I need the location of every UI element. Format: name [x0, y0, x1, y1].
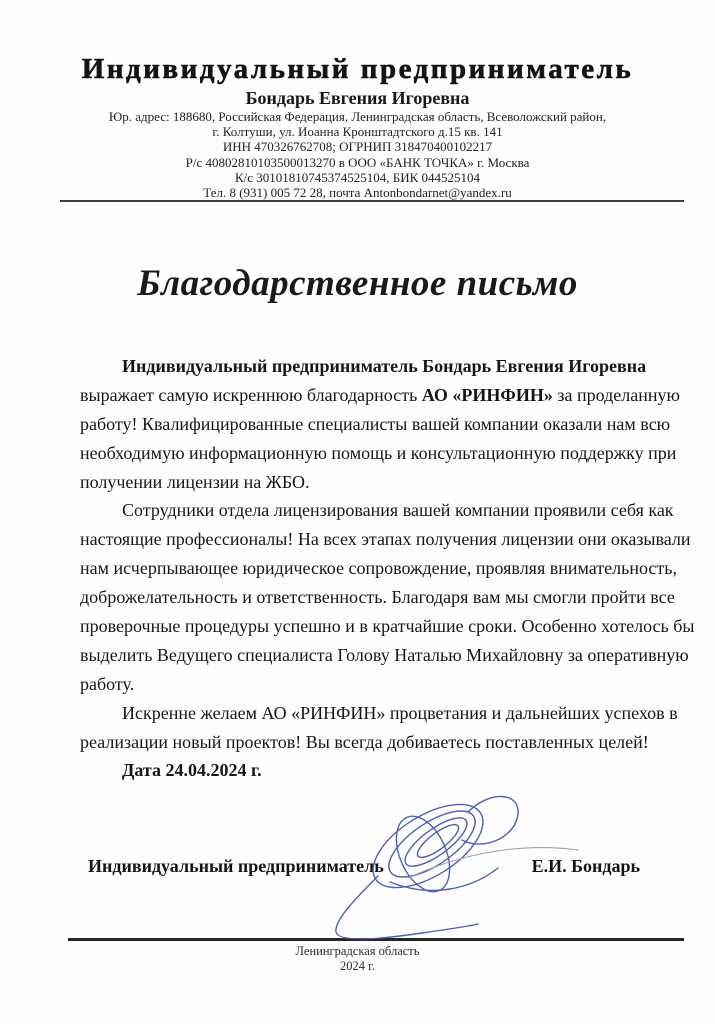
letterhead-corr-account: К/с 30101810745374525104, БИК 044525104 — [234, 169, 481, 185]
letterhead-org-type: Индивидуальный предприниматель — [81, 53, 634, 85]
footer-region: Ленинградская область — [295, 944, 420, 958]
body-line — [80, 612, 695, 641]
body-line — [80, 525, 691, 554]
letterhead-address-line2: г. Колтуши, ул. Иоанна Кронштадтского д.15 кв. 141 — [212, 124, 503, 140]
body-line — [80, 496, 674, 525]
body-line — [80, 554, 677, 583]
letterhead-person-name: Бондарь Евгения Игоревна — [245, 88, 470, 108]
signature-right-name: Е.И. Бондарь — [531, 856, 640, 876]
body-line — [80, 410, 671, 439]
body-line — [80, 670, 655, 699]
body-text: необходимую информационную помощь и консультационную поддержку при — [80, 442, 677, 463]
body-text-bold: Индивидуальный предприниматель Бондарь Евгения Игоревна — [122, 356, 647, 376]
body-line — [80, 352, 655, 381]
body-line — [80, 439, 677, 468]
body-text: Искренне желаем АО «РИНФИН» процветания и дальнейших успехов в — [122, 702, 678, 723]
body-text: работу. — [80, 673, 135, 694]
body-line — [80, 728, 655, 757]
handwritten-signature-icon — [320, 780, 590, 952]
letterhead-inn-ogrnip: ИНН 470326762708; ОГРНИП 318470400102217 — [222, 139, 493, 155]
body-text: выражает самую искреннюю благодарность — [80, 384, 422, 405]
body-line — [80, 468, 655, 497]
body-line — [80, 583, 675, 612]
letterhead-contact: Тел. 8 (931) 005 72 28, почта Antonbondarnet@yandex.ru — [203, 185, 512, 201]
body-line — [80, 699, 678, 728]
body-text: работу! Квалифицированные специалисты вашей компании оказали нам всю — [80, 413, 671, 434]
letter-title: Благодарственное письмо — [137, 263, 578, 304]
body-text: получении лицензии на ЖБО. — [80, 471, 310, 492]
body-text-bold: АО «РИНФИН» — [421, 384, 553, 405]
signature-left-label: Индивидуальный предприниматель — [88, 856, 384, 876]
body-text: Сотрудники отдела лицензирования вашей компании проявили себя как — [122, 500, 674, 521]
letterhead — [0, 52, 715, 200]
body-text: реализации новый проектов! Вы всегда добиваетесь поставленных целей! — [80, 731, 649, 752]
body-line — [80, 381, 680, 410]
letterhead-settlement-account: Р/с 40802810103500013270 в ООО «БАНК ТОЧКА» г. Москва — [185, 154, 530, 170]
body-text: доброжелательность и ответственность. Благодаря вам мы смогли пройти все — [80, 587, 675, 608]
body-text-bold: Дата 24.04.2024 г. — [122, 760, 262, 781]
body-text: настоящие профессионалы! На всех этапах получения лицензии они оказывали — [80, 529, 691, 550]
letter-body — [80, 352, 695, 785]
body-text: за проделанную — [552, 384, 680, 405]
body-text: выделить Ведущего специалиста Голову Наталью Михайловну за оперативную — [80, 644, 689, 665]
body-text: проверочные процедуры успешно и в кратчайшие сроки. Особенно хотелось бы — [80, 616, 695, 637]
body-line — [80, 641, 689, 670]
letterhead-address-line1: Юр. адрес: 188680, Российская Федерация, Ленинградская область, Всеволожский район, — [108, 109, 607, 124]
letterhead-divider — [60, 200, 684, 202]
body-text: нам исчерпывающее юридическое сопровождение, проявляя внимательность, — [80, 558, 677, 579]
footer-year: 2024 г. — [340, 959, 375, 973]
